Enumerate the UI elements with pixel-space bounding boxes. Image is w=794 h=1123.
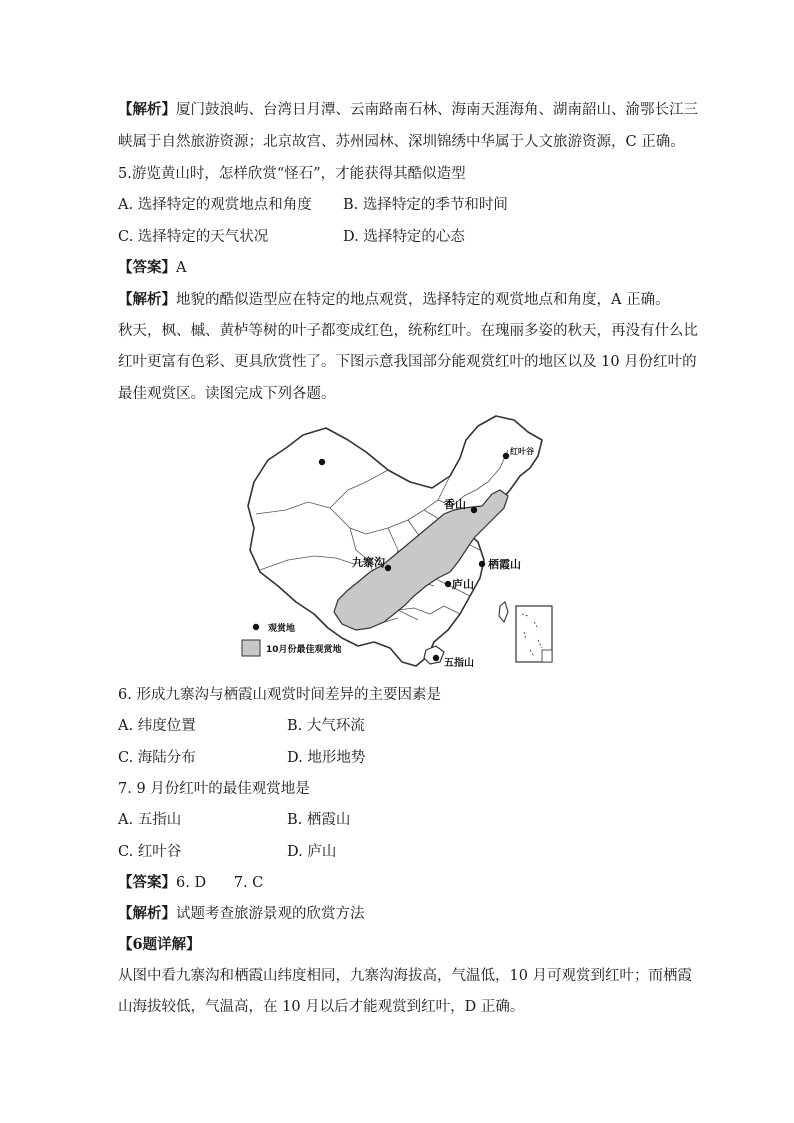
passage-line3: 最佳观赏区。读图完成下列各题。	[118, 386, 336, 402]
q6-detail-line1: 从图中看九寨沟和栖霞山纬度相同，九寨沟海拔高，气温低，10 月可观赏到红叶；而栖霞	[118, 968, 693, 984]
q6-option-d: D. 地形地势	[287, 750, 366, 766]
q5-stem: 5.游览黄山时，怎样欣赏“怪石”，才能获得其酷似造型	[118, 166, 466, 182]
q7-option-c: C. 红叶谷	[118, 844, 182, 860]
legend-point-symbol	[253, 624, 259, 630]
viewing-point-lushan	[445, 581, 451, 587]
q5-option-b: B. 选择特定的季节和时间	[343, 197, 508, 213]
q67-analysis	[118, 904, 365, 924]
analysis-text: 试题考查旅游景观的欣赏方法	[176, 906, 365, 922]
q4-analysis-line1	[118, 100, 698, 120]
analysis-text: 厦门鼓浪屿、台湾日月潭、云南路南石林、海南天涯海角、湖南韶山、渝鄂长江三	[176, 102, 698, 118]
answer-value: A	[176, 260, 187, 276]
q67-answer	[118, 873, 263, 893]
label-hongyegu: 红叶谷	[510, 447, 534, 456]
viewing-point-jiuzhaigou	[385, 565, 391, 571]
label-lushan: 庐山	[452, 578, 474, 591]
q7-stem: 7. 9 月份红叶的最佳观赏地是	[118, 781, 310, 797]
q6-option-c: C. 海陆分布	[118, 750, 196, 766]
viewing-point-qixiashan	[479, 561, 485, 567]
q6-option-b: B. 大气环流	[287, 718, 365, 734]
label-xiangshan: 香山	[444, 498, 466, 511]
answer-tag: 【答案】	[118, 874, 176, 891]
q4-analysis-line2: 峡属于自然旅游资源；北京故宫、苏州园林、深圳锦绣中华属于人文旅游资源，C 正确。	[118, 134, 685, 150]
q6-stem: 6. 形成九寨沟与栖霞山观赏时间差异的主要因素是	[118, 687, 441, 703]
china-red-leaves-map	[238, 410, 558, 675]
viewing-point-hongyegu	[503, 453, 509, 459]
answer-tag: 【答案】	[118, 259, 176, 276]
label-jiuzhaigou: 九寨沟	[352, 556, 385, 569]
q5-option-a: A. 选择特定的观赏地点和角度	[118, 197, 312, 213]
viewing-point-xiangshan	[471, 507, 477, 513]
q7-option-b: B. 栖霞山	[287, 812, 351, 828]
legend-area-label: 10月份最佳观赏地	[266, 645, 342, 655]
analysis-tag: 【解析】	[118, 101, 176, 118]
viewing-point-xinjiang	[319, 459, 325, 465]
q5-option-d: D. 选择特定的心态	[343, 229, 465, 245]
legend-point-label: 观赏地	[268, 624, 296, 634]
q7-option-d: D. 庐山	[287, 844, 337, 860]
q6-detail-heading: 【6题详解】	[118, 936, 201, 953]
legend-area-symbol	[242, 640, 260, 656]
analysis-tag: 【解析】	[118, 905, 176, 922]
taiwan-island	[499, 602, 508, 622]
south-china-sea-inset	[516, 606, 552, 662]
answer-value: 6. D 7. C	[176, 875, 264, 891]
q6-detail-line2: 山海拔较低，气温高，在 10 月以后才能观赏到红叶，D 正确。	[118, 999, 525, 1015]
passage-line1: 秋天，枫、槭、黄栌等树的叶子都变成红色，统称红叶。在瑰丽多姿的秋天，再没有什么比	[118, 323, 698, 339]
label-wuzhishan: 五指山	[444, 658, 474, 669]
passage-line2: 红叶更富有色彩、更具欣赏性了。下图示意我国部分能观赏红叶的地区以及 10 月份红叶的	[118, 354, 697, 370]
viewing-point-wuzhishan	[433, 655, 439, 661]
q6-option-a: A. 纬度位置	[118, 718, 196, 734]
q5-option-c: C. 选择特定的天气状况	[118, 229, 269, 245]
analysis-text: 地貌的酷似造型应在特定的地点观赏，选择特定的观赏地点和角度，A 正确。	[176, 292, 670, 308]
q5-answer	[118, 258, 186, 278]
label-qixiashan: 栖霞山	[488, 558, 521, 571]
analysis-tag: 【解析】	[118, 291, 176, 308]
q5-analysis	[118, 290, 670, 310]
q7-option-a: A. 五指山	[118, 812, 182, 828]
